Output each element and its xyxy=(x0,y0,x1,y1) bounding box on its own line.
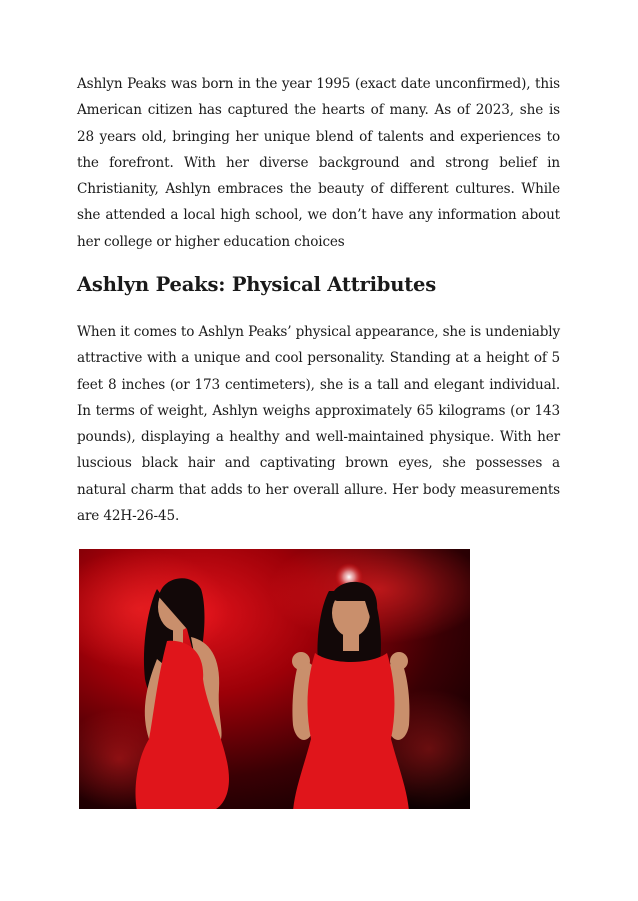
intro-paragraph: Ashlyn Peaks was born in the year 1995 (exact date unconfirmed), this American citizen has captured the hearts of many. As of 2023, she is 28 years old, bringing her unique blend of talents and experiences to the forefront. With her diverse background and strong belief in Christianity, Ashlyn embraces the beauty of different cultures. While she attended a local high school, we don’t have any information about her college or higher education choices xyxy=(77,76,560,250)
photo-illustration xyxy=(79,549,470,809)
article-photo xyxy=(79,549,470,809)
section-heading: Ashlyn Peaks: Physical Attributes xyxy=(77,273,436,296)
physical-attributes-paragraph: When it comes to Ashlyn Peaks’ physical appearance, she is undeniably attractive with a unique and cool personality. Standing at a height of 5 feet 8 inches (or 173 centimeters), she is a tall and elegant individual. In terms of weight, Ashlyn weighs approximately 65 kilograms (or 143 pounds), displaying a healthy and well-maintained physique. With her luscious black hair and captivating brown eyes, she possesses a natural charm that adds to her overall allure. Her body measurements are 42H-26-45. xyxy=(77,324,560,525)
